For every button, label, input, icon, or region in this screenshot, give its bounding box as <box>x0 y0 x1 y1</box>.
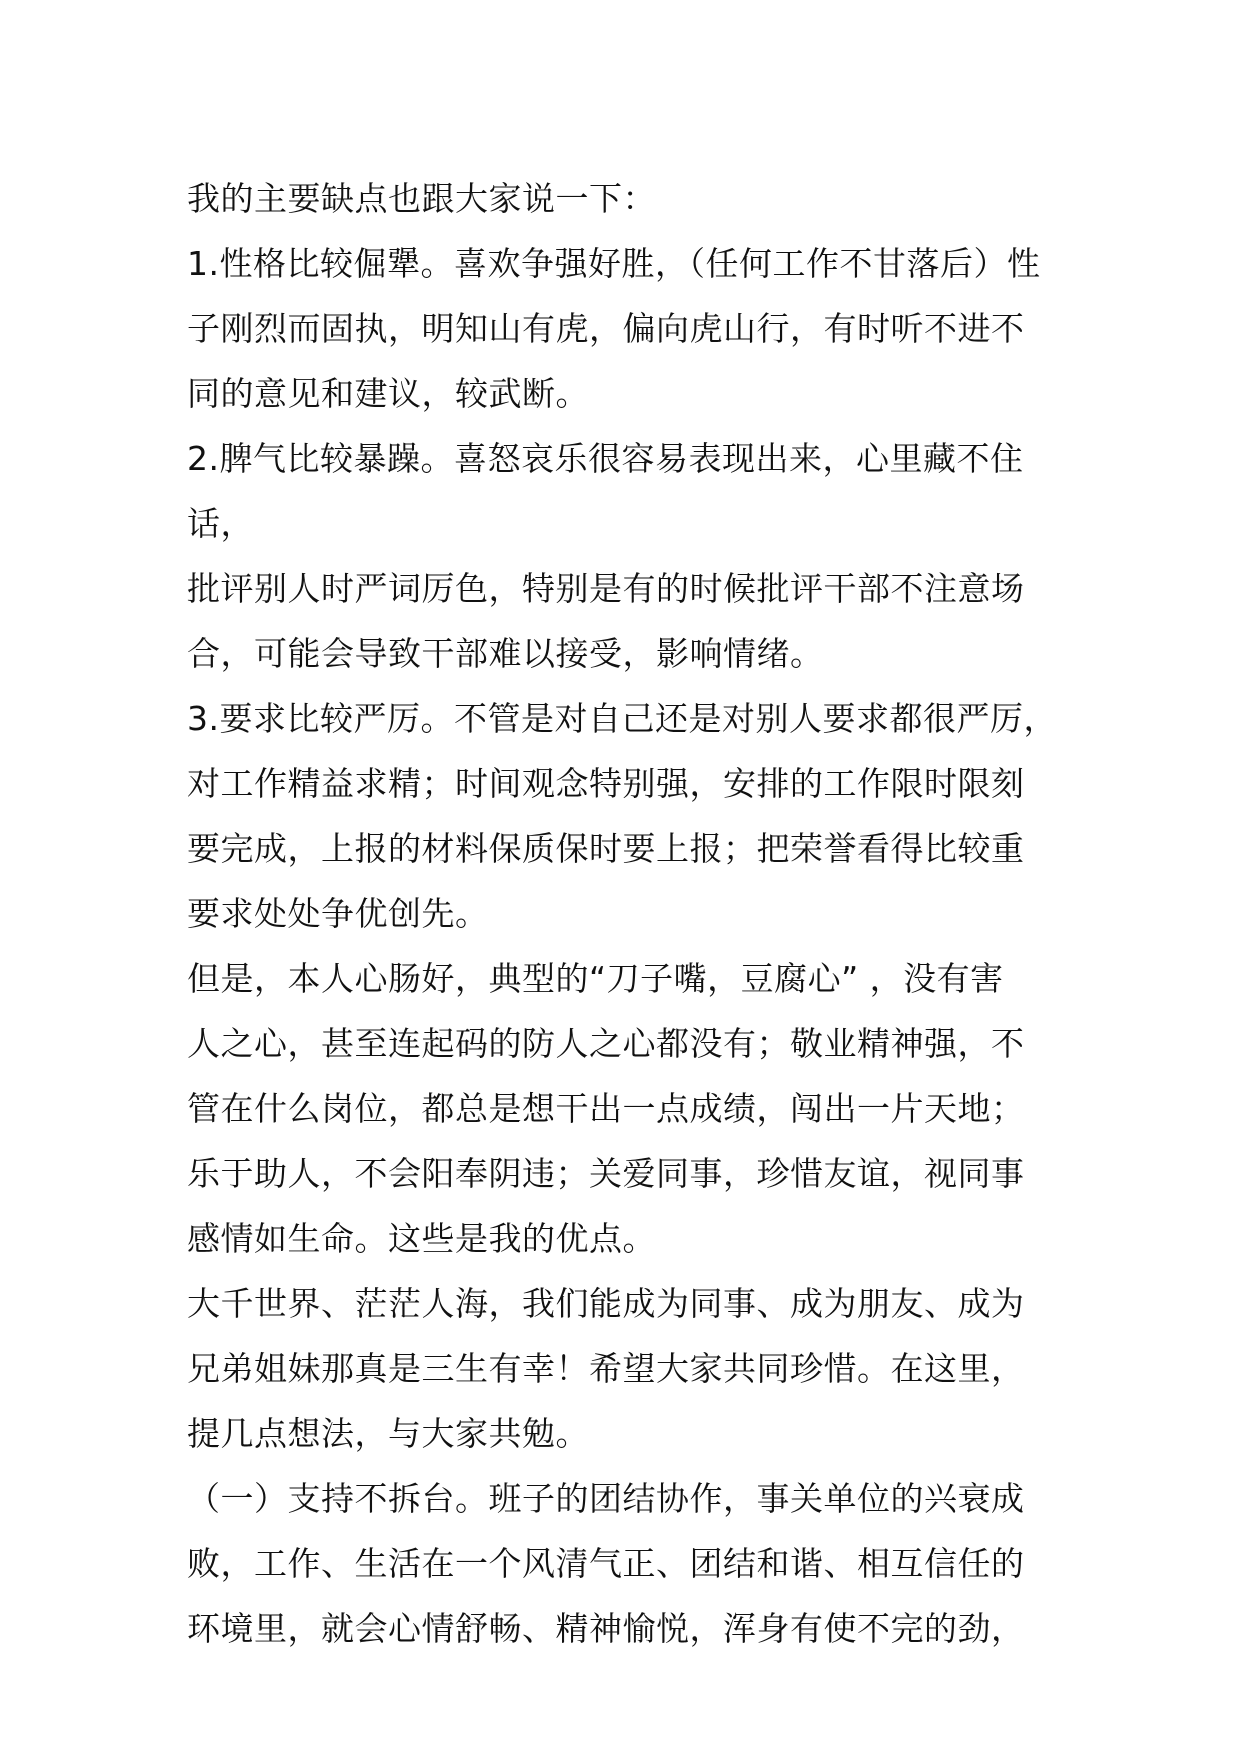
paragraph-point-1-stubborn: 1.性格比较倔犟。喜欢争强好胜，（任何工作不甘落后）性 子刚烈而固执，明知山有虎，偏向虎山行，有时听不进不 同的意见和建议，较武断。 <box>187 244 1041 413</box>
paragraph-strengths: 但是，本人心肠好，典型的“刀子嘴，豆腐心” ，没有害 人之心，甚至连起码的防人之心都没有；敬业精神强，不 管在什么岗位，都总是想干出一点成绩，闯出一片天地； 乐于助人，不会阳奉阴违；关爱同事，珍惜友谊，视同事 感情如生命。这些是我的优点。 <box>187 959 1025 1258</box>
paragraph-intro-shortcomings: 我的主要缺点也跟大家说一下： <box>187 179 656 218</box>
paragraph-section-1-support: （一）支持不拆台。班子的团结协作，事关单位的兴衰成 败，工作、生活在一个风清气正、团结和谐、相互信任的 环境里，就会心情舒畅、精神愉悦，浑身有使不完的劲， <box>187 1479 1025 1648</box>
paragraph-point-3-strict: 3.要求比较严厉。不管是对自己还是对别人要求都很严厉， 对工作精益求精；时间观念特别强，安排的工作限时限刻 要完成，上报的材料保质保时要上报；把荣誉看得比较重 要求处处争优创先。 <box>187 699 1057 933</box>
body-text <box>187 166 1087 1661</box>
paragraph-point-2-temper: 2.脾气比较暴躁。喜怒哀乐很容易表现出来，心里藏不住话， 批评别人时严词厉色，特别是有的时候批评干部不注意场 合，可能会导致干部难以接受，影响情绪。 <box>187 439 1025 673</box>
paragraph-cherish: 大千世界、茫茫人海，我们能成为同事、成为朋友、成为 兄弟姐妹那真是三生有幸！希望大家共同珍惜。在这里， 提几点想法，与大家共勉。 <box>187 1284 1025 1453</box>
